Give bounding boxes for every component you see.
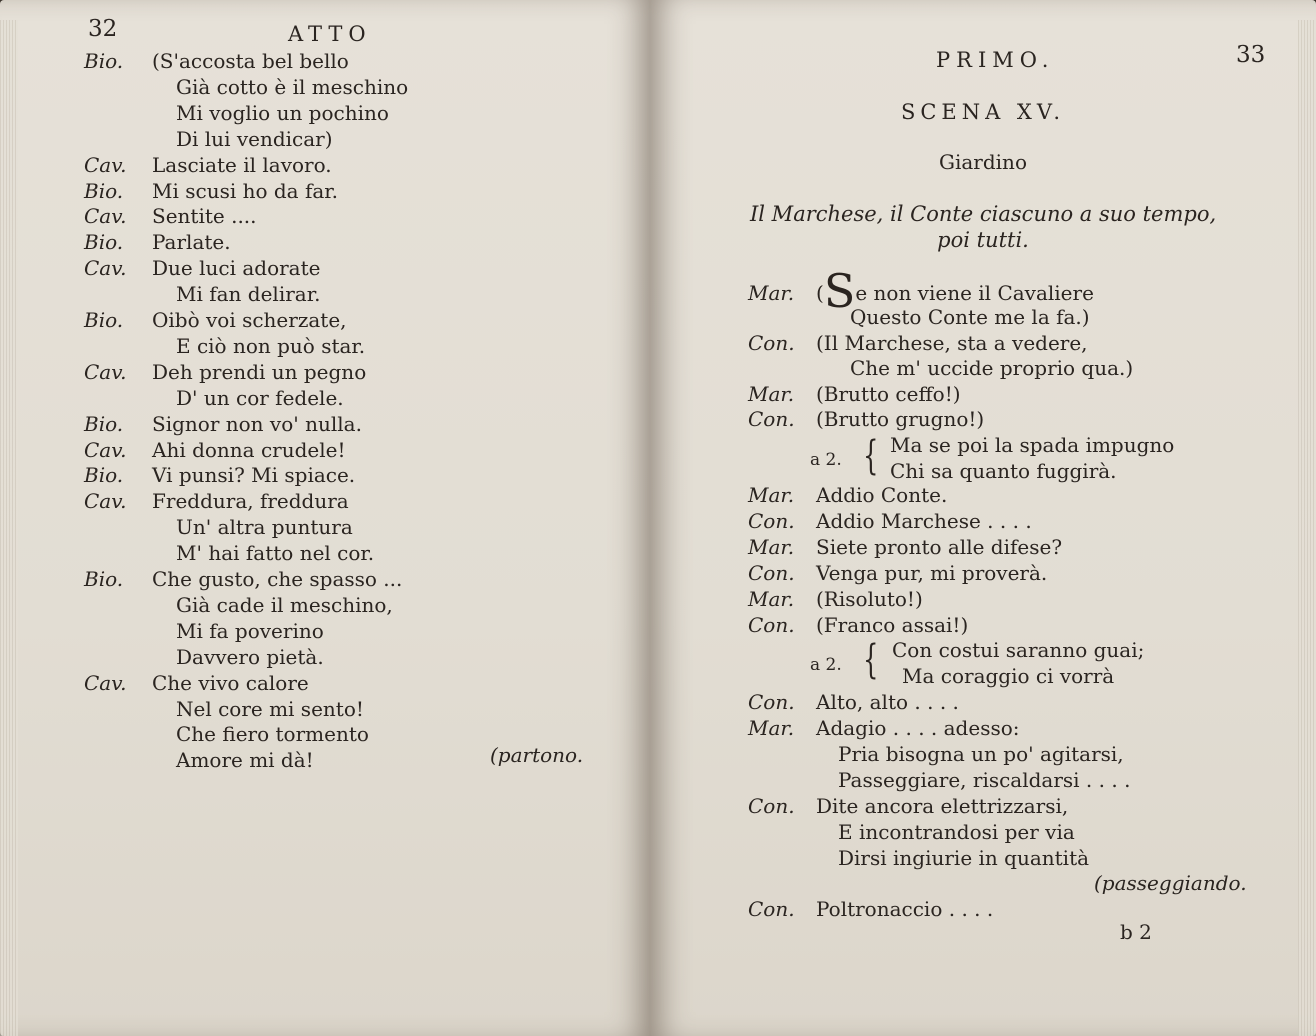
duet-line: Con costui saranno guai; xyxy=(892,638,1145,662)
line-text: E ciò non può star. xyxy=(176,333,366,358)
line-text: Di lui vendicar) xyxy=(176,126,333,151)
line-text: D' un cor fedele. xyxy=(176,385,344,410)
duet-line: Ma se poi la spada impugno xyxy=(890,433,1175,457)
speaker: Con. xyxy=(748,690,795,714)
line-text: Mi voglio un pochino xyxy=(176,100,389,125)
dialogue-line xyxy=(176,74,408,100)
dialogue-line xyxy=(84,488,349,514)
dialogue-line xyxy=(84,437,346,463)
stage-direction: (passeggiando. xyxy=(1094,871,1247,895)
dialogue-line: Mar. (Se non viene il Cavaliere xyxy=(748,264,1094,318)
speaker: Bio. xyxy=(84,178,124,203)
speaker: Cav. xyxy=(84,359,127,384)
running-head: ATTO xyxy=(288,22,372,46)
line-text: Alto, alto . . . . xyxy=(816,690,959,714)
brace-icon: { xyxy=(863,637,879,683)
speaker: Cav. xyxy=(84,670,127,695)
line-text: Mi fa poverino xyxy=(176,618,324,643)
line-text: Nel core mi sento! xyxy=(176,696,364,721)
line-text: Pria bisogna un po' agitarsi, xyxy=(838,742,1124,766)
dialogue-line xyxy=(748,330,1088,356)
dialogue-line xyxy=(84,462,355,488)
dialogue-line xyxy=(84,307,347,333)
dialogue-line xyxy=(748,689,959,715)
speaker: Con. xyxy=(748,407,795,431)
speaker: Bio. xyxy=(84,463,124,488)
page-edges xyxy=(0,20,18,1036)
scene-setting: Giardino xyxy=(939,150,1027,174)
dialogue-line xyxy=(176,126,333,152)
speaker: Con. xyxy=(748,794,795,818)
dialogue-line xyxy=(84,152,332,178)
dialogue-line xyxy=(84,255,320,281)
dialogue-line xyxy=(84,48,349,74)
dialogue-line xyxy=(838,741,1124,767)
line-text: Dirsi ingiurie in quantità xyxy=(838,846,1090,870)
dialogue-line xyxy=(84,178,338,204)
cast-line: Il Marchese, il Conte ciascuno a suo tempo, xyxy=(750,202,1217,226)
line-text: Signor non vo' nulla. xyxy=(152,411,362,436)
brace-icon: { xyxy=(863,433,879,479)
line-text: Freddura, freddura xyxy=(152,489,349,514)
line-text: Dite ancora elettrizzarsi, xyxy=(816,794,1069,818)
dialogue-line xyxy=(176,696,364,722)
line-text: Siete pronto alle difese? xyxy=(816,535,1063,559)
dialogue-line xyxy=(176,281,320,307)
dialogue-line xyxy=(176,333,365,359)
cast-line: poi tutti. xyxy=(937,228,1029,252)
dialogue-line xyxy=(850,355,1133,381)
line-text: Amore mi dà! xyxy=(176,748,314,773)
dialogue-line xyxy=(176,540,374,566)
speaker: Mar. xyxy=(748,716,795,740)
dialogue-line xyxy=(748,534,1062,560)
dialogue-line xyxy=(838,767,1130,793)
line-text: Già cade il meschino, xyxy=(176,592,393,617)
duet-line: Chi sa quanto fuggirà. xyxy=(890,459,1117,483)
drop-cap: S xyxy=(823,264,856,318)
dialogue-line xyxy=(176,385,344,411)
dialogue-line xyxy=(84,670,309,696)
line-text: Un' altra puntura xyxy=(176,515,353,540)
duet-label: a 2. xyxy=(810,450,842,470)
dialogue-line xyxy=(84,203,257,229)
speaker: Mar. xyxy=(748,483,795,507)
duet-line: Ma coraggio ci vorrà xyxy=(902,664,1115,688)
speaker: Cav. xyxy=(84,256,127,281)
dialogue-line xyxy=(748,793,1068,819)
line-text: Parlate. xyxy=(152,230,231,255)
line-text: Lasciate il lavoro. xyxy=(152,152,332,177)
speaker: Bio. xyxy=(84,567,124,591)
speaker: Mar. xyxy=(748,281,795,305)
stage-direction: (partono. xyxy=(490,743,584,767)
dialogue-line xyxy=(748,508,1032,534)
line-text: Mi fan delirar. xyxy=(176,282,321,307)
speaker: Cav. xyxy=(84,437,127,462)
speaker: Con. xyxy=(748,897,795,921)
scene-title: SCENA XV. xyxy=(900,100,1066,124)
dialogue-line xyxy=(176,644,324,670)
speaker: Cav. xyxy=(84,489,127,514)
right-page xyxy=(650,0,1316,1036)
line-text: (Risoluto!) xyxy=(816,587,923,611)
speaker: Mar. xyxy=(748,381,795,406)
dialogue-line xyxy=(84,229,231,255)
line-text: Oibò voi scherzate, xyxy=(152,308,347,332)
line-text: E incontrandosi per via xyxy=(838,820,1075,844)
speaker: Bio. xyxy=(84,308,124,332)
line-text: M' hai fatto nel cor. xyxy=(176,541,375,566)
line-text: Venga pur, mi proverà. xyxy=(816,561,1048,585)
speaker: Mar. xyxy=(748,587,795,611)
dialogue-line xyxy=(176,747,314,773)
dialogue-line xyxy=(748,586,923,612)
dialogue-line xyxy=(850,304,1090,330)
dialogue-line xyxy=(176,721,369,747)
page-number: 32 xyxy=(88,16,118,42)
line-text: (Brutto ceffo!) xyxy=(816,381,961,406)
dialogue-line: Con. Poltronaccio . . . . xyxy=(748,897,994,921)
line-text: Ahi donna crudele! xyxy=(152,437,346,462)
dialogue-line xyxy=(748,482,947,508)
dialogue-line xyxy=(748,612,968,638)
dialogue-line xyxy=(748,560,1047,586)
left-page xyxy=(0,0,650,1036)
line-text: Deh prendi un pegno xyxy=(152,359,367,384)
dialogue-line xyxy=(748,381,961,407)
line-text: (S'accosta bel bello xyxy=(152,49,349,73)
dialogue-line xyxy=(748,406,984,432)
speaker: Cav. xyxy=(84,204,127,229)
dialogue-line xyxy=(84,411,362,437)
speaker: Bio. xyxy=(84,49,124,73)
line-text: Adagio . . . . adesso: xyxy=(816,716,1020,740)
line-text: Addio Marchese . . . . xyxy=(816,509,1032,533)
line-text: Che m' uccide proprio qua.) xyxy=(850,356,1134,380)
line-text: Mi scusi ho da far. xyxy=(152,178,339,203)
page-number: 33 xyxy=(1236,42,1266,68)
line-text: Già cotto è il meschino xyxy=(176,74,409,99)
line-text: Che vivo calore xyxy=(152,670,309,695)
dialogue-line xyxy=(176,592,393,618)
duet-label: a 2. xyxy=(810,655,842,675)
speaker: Con. xyxy=(748,561,795,585)
speaker: Mar. xyxy=(748,535,795,559)
speaker: Bio. xyxy=(84,411,124,436)
dialogue-line xyxy=(176,100,389,126)
speaker: Con. xyxy=(748,330,795,355)
line-text: Passeggiare, riscaldarsi . . . . xyxy=(838,768,1131,792)
line-text: Addio Conte. xyxy=(816,483,948,507)
dialogue-line xyxy=(838,845,1089,871)
speaker: Cav. xyxy=(84,152,127,177)
speaker: Bio. xyxy=(84,230,124,255)
line-text: (Il Marchese, sta a vedere, xyxy=(816,330,1088,355)
speaker: Con. xyxy=(748,509,795,533)
line-text: Due luci adorate xyxy=(152,256,321,281)
dialogue-line xyxy=(176,514,353,540)
line-text: Che gusto, che spasso ... xyxy=(152,567,403,591)
dialogue-line xyxy=(176,618,324,644)
dialogue-line xyxy=(748,715,1020,741)
line-text: Questo Conte me la fa.) xyxy=(850,305,1090,329)
dialogue-line xyxy=(838,819,1075,845)
signature-mark: b 2 xyxy=(1120,920,1152,944)
dialogue-line xyxy=(84,359,366,385)
line-text: Vi punsi? Mi spiace. xyxy=(152,463,356,488)
line-text: Che fiero tormento xyxy=(176,722,369,747)
dialogue-line xyxy=(84,566,402,592)
speaker: Con. xyxy=(748,613,795,637)
running-head: PRIMO. xyxy=(936,48,1055,72)
line-text: Davvero pietà. xyxy=(176,644,324,669)
line-text: Sentite .... xyxy=(152,204,257,229)
line-text: (Franco assai!) xyxy=(816,613,969,637)
line-text: (Brutto grugno!) xyxy=(816,407,985,431)
